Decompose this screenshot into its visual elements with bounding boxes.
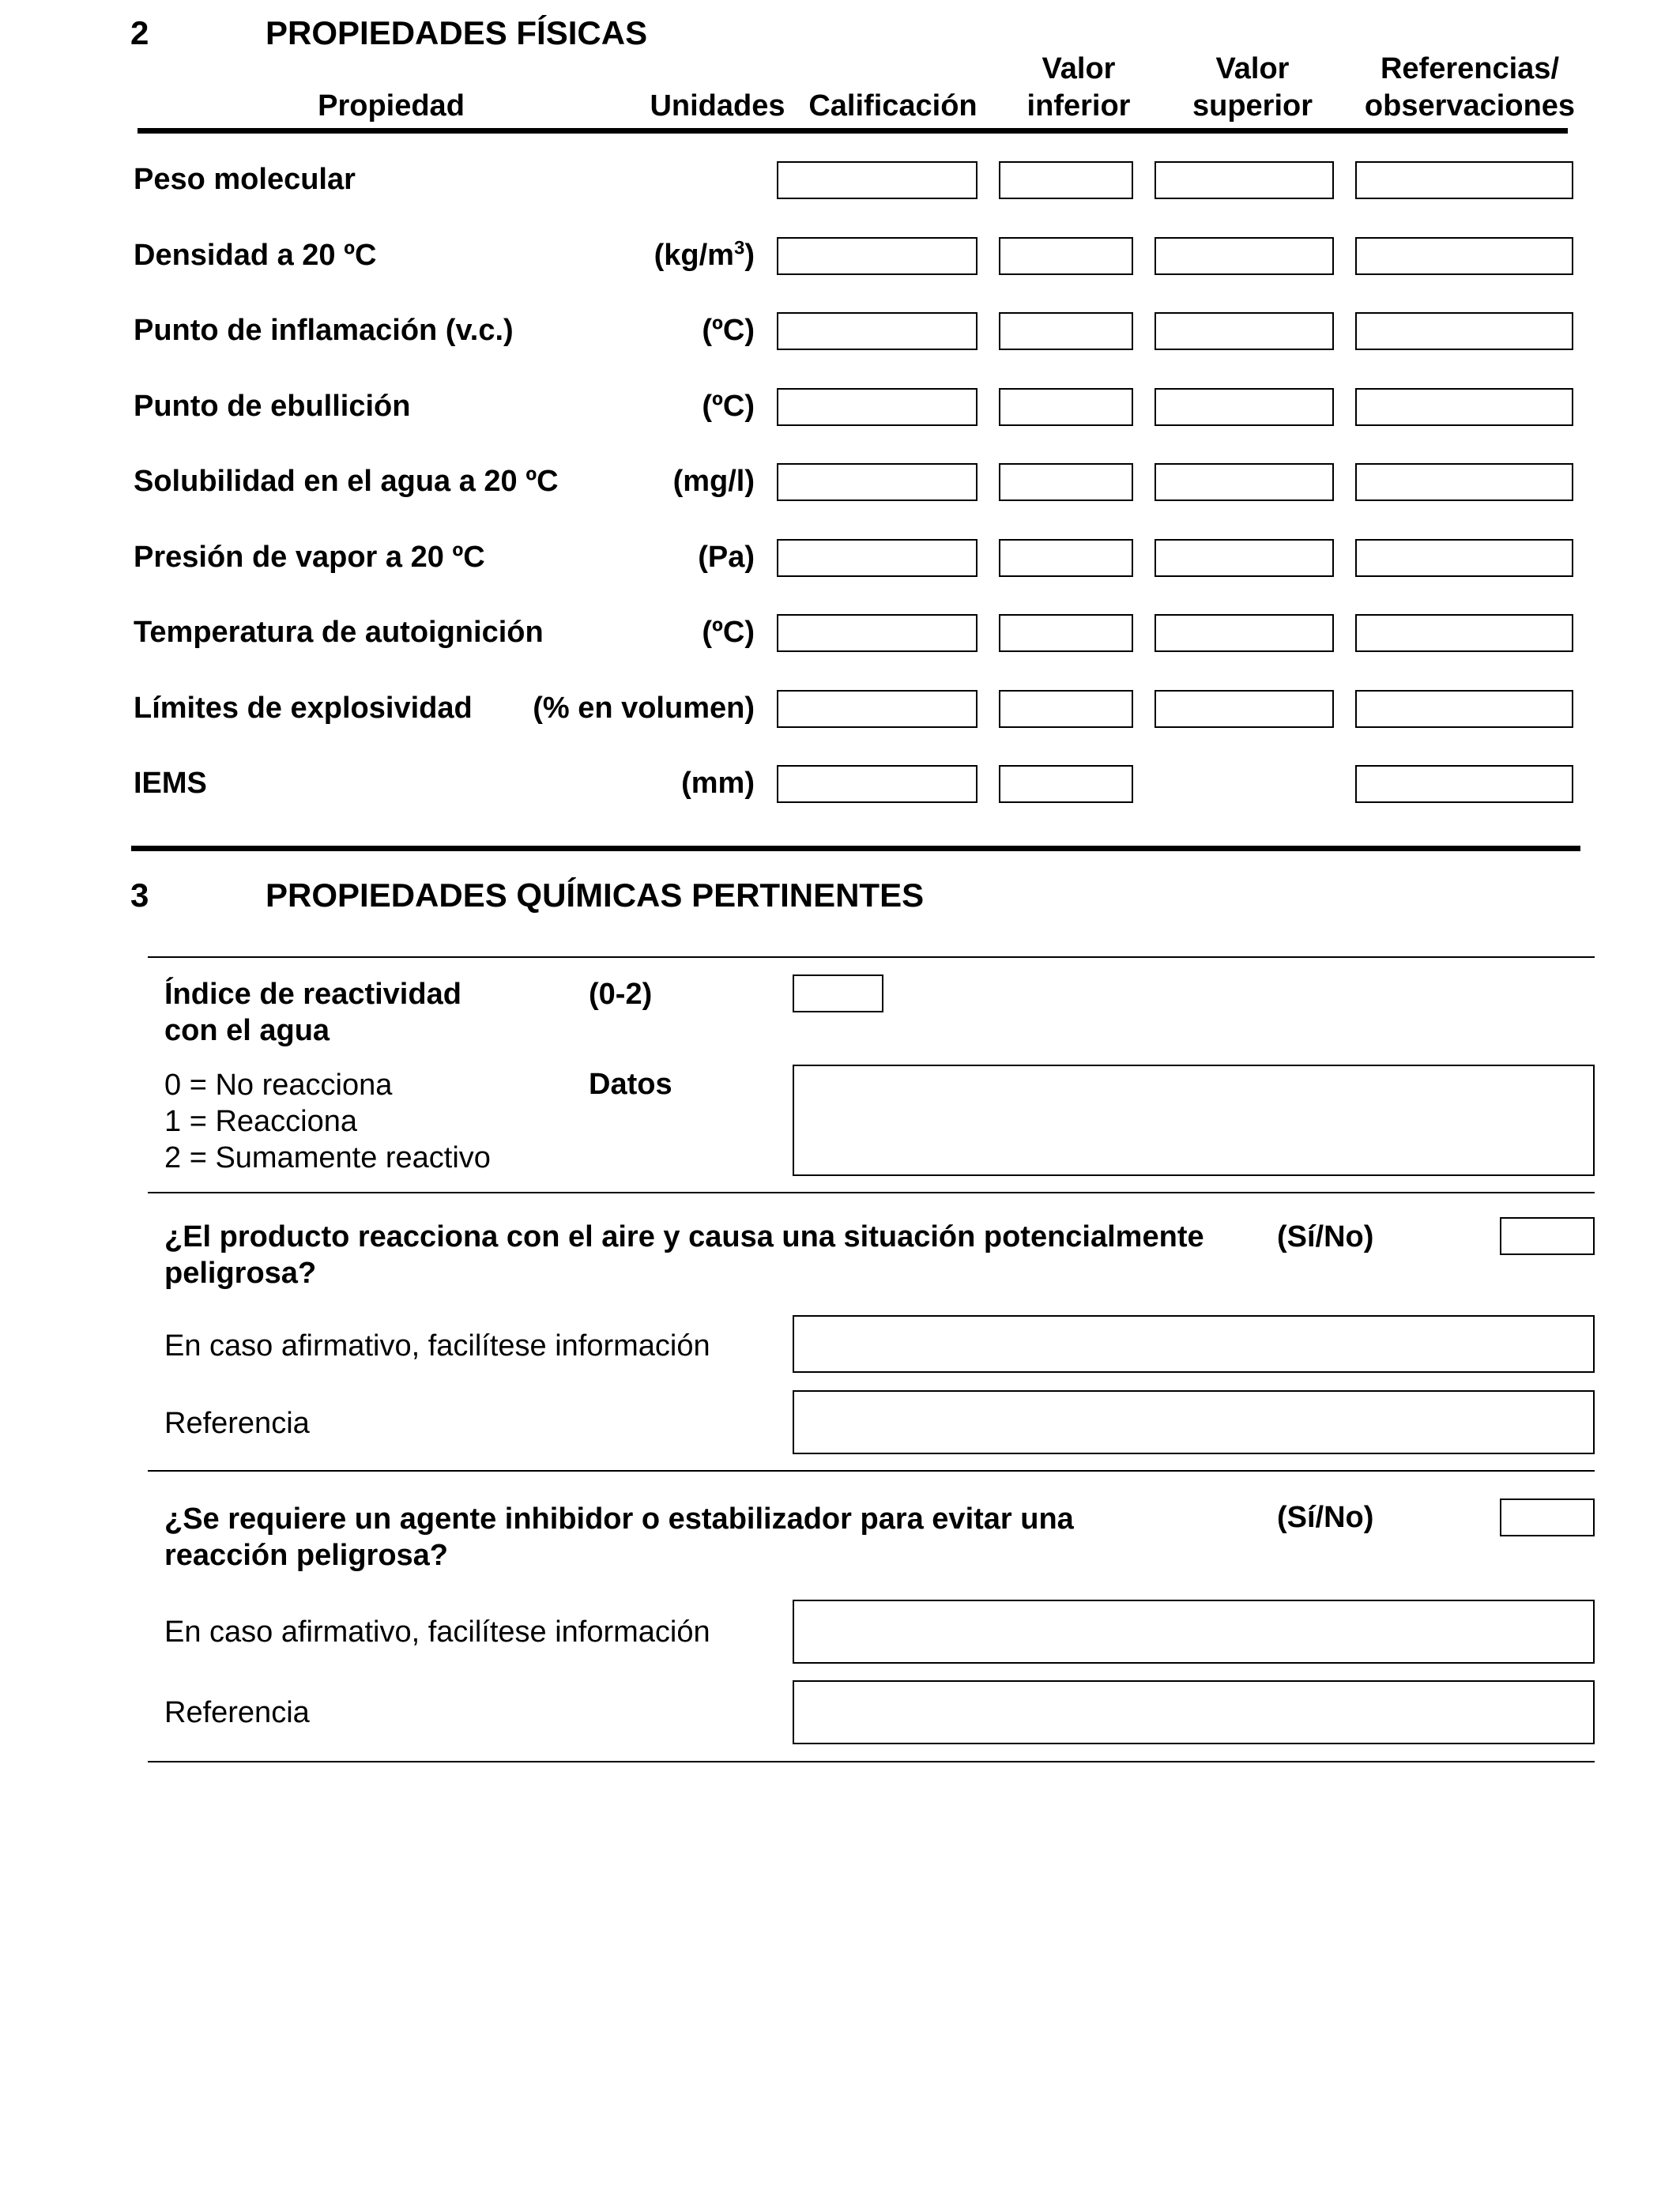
row-unit-iems: (mm) <box>681 767 755 800</box>
aire-yesno-label: (Sí/No) <box>1277 1220 1374 1253</box>
row-label-limites-explosividad: Límites de explosividad <box>134 692 473 725</box>
row-unit-presion-vapor: (Pa) <box>698 541 755 574</box>
calificacion-field-iems[interactable] <box>777 765 977 803</box>
valor-inferior-field-temperatura-autoignicion[interactable] <box>999 614 1133 652</box>
row-unit-punto-inflamacion: (ºC) <box>702 314 755 347</box>
row-unit-temperatura-autoignicion: (ºC) <box>702 616 755 649</box>
reactividad-title: Índice de reactividad con el agua <box>164 978 461 1047</box>
valor-inferior-field-iems[interactable] <box>999 765 1133 803</box>
valor-superior-field-presion-vapor[interactable] <box>1155 539 1334 577</box>
header-valor-inferior: Valor inferior <box>1026 52 1131 123</box>
referencias-field-peso-molecular[interactable] <box>1355 161 1573 199</box>
valor-superior-field-solubilidad[interactable] <box>1155 463 1334 501</box>
section2-title: PROPIEDADES FÍSICAS <box>266 14 648 51</box>
calificacion-field-presion-vapor[interactable] <box>777 539 977 577</box>
valor-superior-field-limites-explosividad[interactable] <box>1155 690 1334 728</box>
valor-superior-field-punto-inflamacion[interactable] <box>1155 312 1334 350</box>
row-label-densidad: Densidad a 20 ºC <box>134 239 377 272</box>
inhibidor-ref-label: Referencia <box>164 1696 310 1729</box>
inhibidor-yesno-field[interactable] <box>1500 1498 1595 1536</box>
valor-inferior-field-solubilidad[interactable] <box>999 463 1133 501</box>
aire-yesno-field[interactable] <box>1500 1217 1595 1255</box>
row-label-iems: IEMS <box>134 767 207 800</box>
row-label-solubilidad: Solubilidad en el agua a 20 ºC <box>134 465 559 498</box>
calificacion-field-punto-ebullicion[interactable] <box>777 388 977 426</box>
datos-label: Datos <box>589 1068 672 1101</box>
header-unidades: Unidades <box>650 89 785 123</box>
inhibidor-question: ¿Se requiere un agente inhibidor o estabilizador para evitar una reacción peligrosa? <box>164 1502 1074 1572</box>
row-label-punto-inflamacion: Punto de inflamación (v.c.) <box>134 314 514 347</box>
header-rule <box>137 128 1568 134</box>
calificacion-field-temperatura-autoignicion[interactable] <box>777 614 977 652</box>
valor-inferior-field-presion-vapor[interactable] <box>999 539 1133 577</box>
aire-question: ¿El producto reacciona con el aire y causa una situación potencialmente peligrosa? <box>164 1220 1204 1290</box>
header-calificacion: Calificación <box>808 89 977 123</box>
referencias-field-limites-explosividad[interactable] <box>1355 690 1573 728</box>
divider-rule-2 <box>148 1470 1595 1472</box>
header-valor-superior: Valor superior <box>1192 52 1313 123</box>
aire-ref-label: Referencia <box>164 1407 310 1440</box>
divider-rule-1 <box>148 1192 1595 1193</box>
section3-top-rule <box>148 956 1595 958</box>
inhibidor-ref-field[interactable] <box>793 1680 1595 1744</box>
section3-title: PROPIEDADES QUÍMICAS PERTINENTES <box>266 876 925 914</box>
aire-ref-field[interactable] <box>793 1390 1595 1454</box>
valor-inferior-field-densidad[interactable] <box>999 237 1133 275</box>
aire-info-field[interactable] <box>793 1315 1595 1373</box>
section3-bottom-rule <box>148 1761 1595 1762</box>
referencias-field-punto-ebullicion[interactable] <box>1355 388 1573 426</box>
section2-number: 2 <box>130 14 149 51</box>
reactividad-range: (0-2) <box>589 978 653 1011</box>
calificacion-field-solubilidad[interactable] <box>777 463 977 501</box>
valor-inferior-field-punto-inflamacion[interactable] <box>999 312 1133 350</box>
inhibidor-info-field[interactable] <box>793 1600 1595 1664</box>
row-label-punto-ebullicion: Punto de ebullición <box>134 390 411 423</box>
aire-info-label: En caso afirmativo, facilítese información <box>164 1329 710 1363</box>
header-referencias: Referencias/ observaciones <box>1364 52 1576 123</box>
referencias-field-iems[interactable] <box>1355 765 1573 803</box>
referencias-field-solubilidad[interactable] <box>1355 463 1573 501</box>
valor-inferior-field-limites-explosividad[interactable] <box>999 690 1133 728</box>
referencias-field-punto-inflamacion[interactable] <box>1355 312 1573 350</box>
reactividad-index-field[interactable] <box>793 974 883 1012</box>
valor-superior-field-peso-molecular[interactable] <box>1155 161 1334 199</box>
calificacion-field-peso-molecular[interactable] <box>777 161 977 199</box>
calificacion-field-punto-inflamacion[interactable] <box>777 312 977 350</box>
row-label-temperatura-autoignicion: Temperatura de autoignición <box>134 616 544 649</box>
valor-inferior-field-peso-molecular[interactable] <box>999 161 1133 199</box>
referencias-field-densidad[interactable] <box>1355 237 1573 275</box>
inhibidor-info-label: En caso afirmativo, facilítese información <box>164 1615 710 1649</box>
section3-number: 3 <box>130 876 149 914</box>
row-label-presion-vapor: Presión de vapor a 20 ºC <box>134 541 485 574</box>
valor-inferior-field-punto-ebullicion[interactable] <box>999 388 1133 426</box>
section-divider-rule <box>131 846 1580 851</box>
inhibidor-yesno-label: (Sí/No) <box>1277 1501 1374 1534</box>
reactividad-legend: 0 = No reacciona 1 = Reacciona 2 = Sumamente reactivo <box>164 1069 491 1174</box>
row-label-peso-molecular: Peso molecular <box>134 163 356 196</box>
row-unit-solubilidad: (mg/l) <box>672 465 755 498</box>
calificacion-field-limites-explosividad[interactable] <box>777 690 977 728</box>
row-unit-limites-explosividad: (% en volumen) <box>533 692 755 725</box>
valor-superior-field-punto-ebullicion[interactable] <box>1155 388 1334 426</box>
header-propiedad: Propiedad <box>318 89 465 123</box>
row-unit-punto-ebullicion: (ºC) <box>702 390 755 423</box>
datos-field[interactable] <box>793 1065 1595 1176</box>
calificacion-field-densidad[interactable] <box>777 237 977 275</box>
row-unit-densidad: $(kg/m^3)$ <box>654 237 755 272</box>
referencias-field-presion-vapor[interactable] <box>1355 539 1573 577</box>
referencias-field-temperatura-autoignicion[interactable] <box>1355 614 1573 652</box>
valor-superior-field-densidad[interactable] <box>1155 237 1334 275</box>
valor-superior-field-temperatura-autoignicion[interactable] <box>1155 614 1334 652</box>
